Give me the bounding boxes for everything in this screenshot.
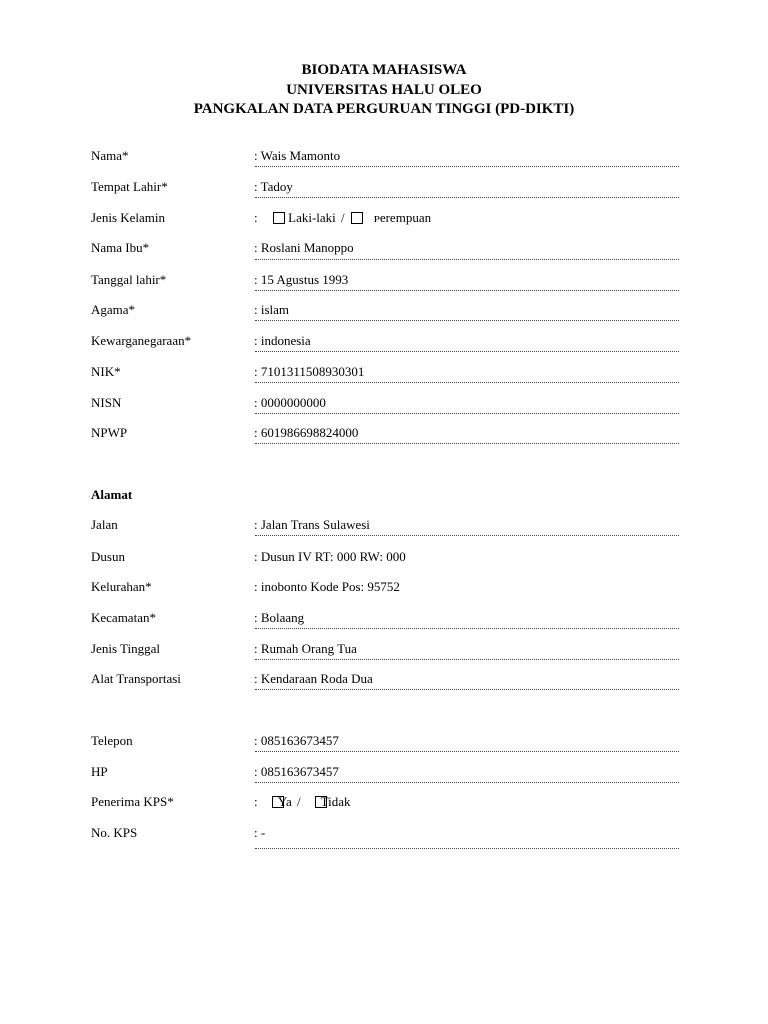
alamat-heading: Alamat	[91, 487, 133, 502]
jenis-kelamin-label: Jenis Kelamin	[91, 210, 166, 225]
telepon-value: : 085163673457	[254, 733, 339, 748]
npwp-label: NPWP	[91, 425, 128, 440]
penerima-kps-label: Penerima KPS*	[91, 794, 174, 809]
jalan-dotted-line	[255, 535, 679, 536]
tempat-lahir-dotted-line	[255, 197, 679, 198]
penerima-kps-colon: :	[254, 794, 258, 809]
jalan-value: : Jalan Trans Sulawesi	[254, 517, 370, 532]
ya-label: Ya	[277, 794, 292, 809]
jenis-kelamin-separator: /	[341, 210, 345, 225]
laki-laki-label: Laki-laki	[288, 210, 336, 225]
npwp-value: : 601986698824000	[254, 425, 359, 440]
npwp-dotted-line	[255, 443, 679, 444]
perempuan-checkbox[interactable]	[351, 212, 363, 224]
nama-value: : Wais Mamonto	[254, 148, 341, 163]
hp-label: HP	[91, 764, 108, 779]
no-kps-dotted-line	[255, 848, 679, 849]
kecamatan-dotted-line	[255, 628, 679, 629]
nisn-value: : 0000000000	[254, 395, 326, 410]
jenis-tinggal-label: Jenis Tinggal	[91, 641, 160, 656]
kewarganegaraan-value: : indonesia	[254, 333, 311, 348]
hp-dotted-line	[255, 782, 679, 783]
agama-label: Agama*	[91, 302, 136, 317]
form-title: BIODATA MAHASISWA	[301, 62, 467, 78]
jenis-kelamin-options	[254, 210, 431, 226]
nisn-dotted-line	[255, 413, 679, 414]
nisn-label: NISN	[91, 395, 122, 410]
hp-value: : 085163673457	[254, 764, 339, 779]
jenis-tinggal-value: : Rumah Orang Tua	[254, 641, 357, 656]
nama-ibu-dotted-line	[255, 259, 679, 260]
kecamatan-value: : Bolaang	[254, 610, 305, 625]
database-name: PANGKALAN DATA PERGURUAN TINGGI (PD-DIKTI)	[193, 101, 575, 117]
no-kps-label: No. KPS	[91, 825, 138, 840]
laki-laki-checkbox[interactable]	[273, 212, 285, 224]
jenis-tinggal-dotted-line	[255, 659, 679, 660]
no-kps-value: : -	[254, 825, 266, 840]
alat-transportasi-value: : Kendaraan Roda Dua	[254, 671, 373, 686]
alat-transportasi-dotted-line	[255, 689, 679, 690]
nama-dotted-line	[255, 166, 679, 167]
kelurahan-label: Kelurahan*	[91, 579, 152, 594]
nama-ibu-value: : Roslani Manoppo	[254, 240, 354, 255]
nik-value: : 7101311508930301	[254, 364, 365, 379]
ya-checkbox[interactable]	[272, 796, 284, 808]
agama-value: : islam	[254, 302, 290, 317]
tempat-lahir-value: : Tadoy	[254, 179, 293, 194]
alat-transportasi-label: Alat Transportasi	[91, 671, 181, 686]
perempuan-label: ᴘerempuan	[373, 210, 432, 225]
nik-label: NIK*	[91, 364, 121, 379]
tidak-checkbox[interactable]	[315, 796, 327, 808]
nama-ibu-label: Nama Ibu*	[91, 240, 150, 255]
jalan-label: Jalan	[91, 517, 118, 532]
jenis-kelamin-colon: :	[254, 210, 258, 225]
dusun-value: : Dusun IV RT: 000 RW: 000	[254, 549, 406, 564]
kelurahan-value: : inobonto Kode Pos: 95752	[254, 579, 400, 594]
tidak-label: Tidak	[320, 794, 351, 809]
telepon-label: Telepon	[91, 733, 133, 748]
kewarganegaraan-dotted-line	[255, 351, 679, 352]
nama-label: Nama*	[91, 148, 129, 163]
nik-dotted-line	[255, 382, 679, 383]
university-name: UNIVERSITAS HALU OLEO	[286, 82, 482, 98]
kewarganegaraan-label: Kewarganegaraan*	[91, 333, 192, 348]
agama-dotted-line	[255, 320, 679, 321]
penerima-kps-separator: /	[296, 794, 301, 809]
tanggal-lahir-label: Tanggal lahir*	[91, 272, 167, 287]
tanggal-lahir-dotted-line	[255, 290, 679, 291]
telepon-dotted-line	[255, 751, 679, 752]
penerima-kps-options	[254, 794, 350, 810]
kecamatan-label: Kecamatan*	[91, 610, 156, 625]
tanggal-lahir-value: : 15 Agustus 1993	[254, 272, 349, 287]
tempat-lahir-label: Tempat Lahir*	[91, 179, 168, 194]
dusun-label: Dusun	[91, 549, 125, 564]
